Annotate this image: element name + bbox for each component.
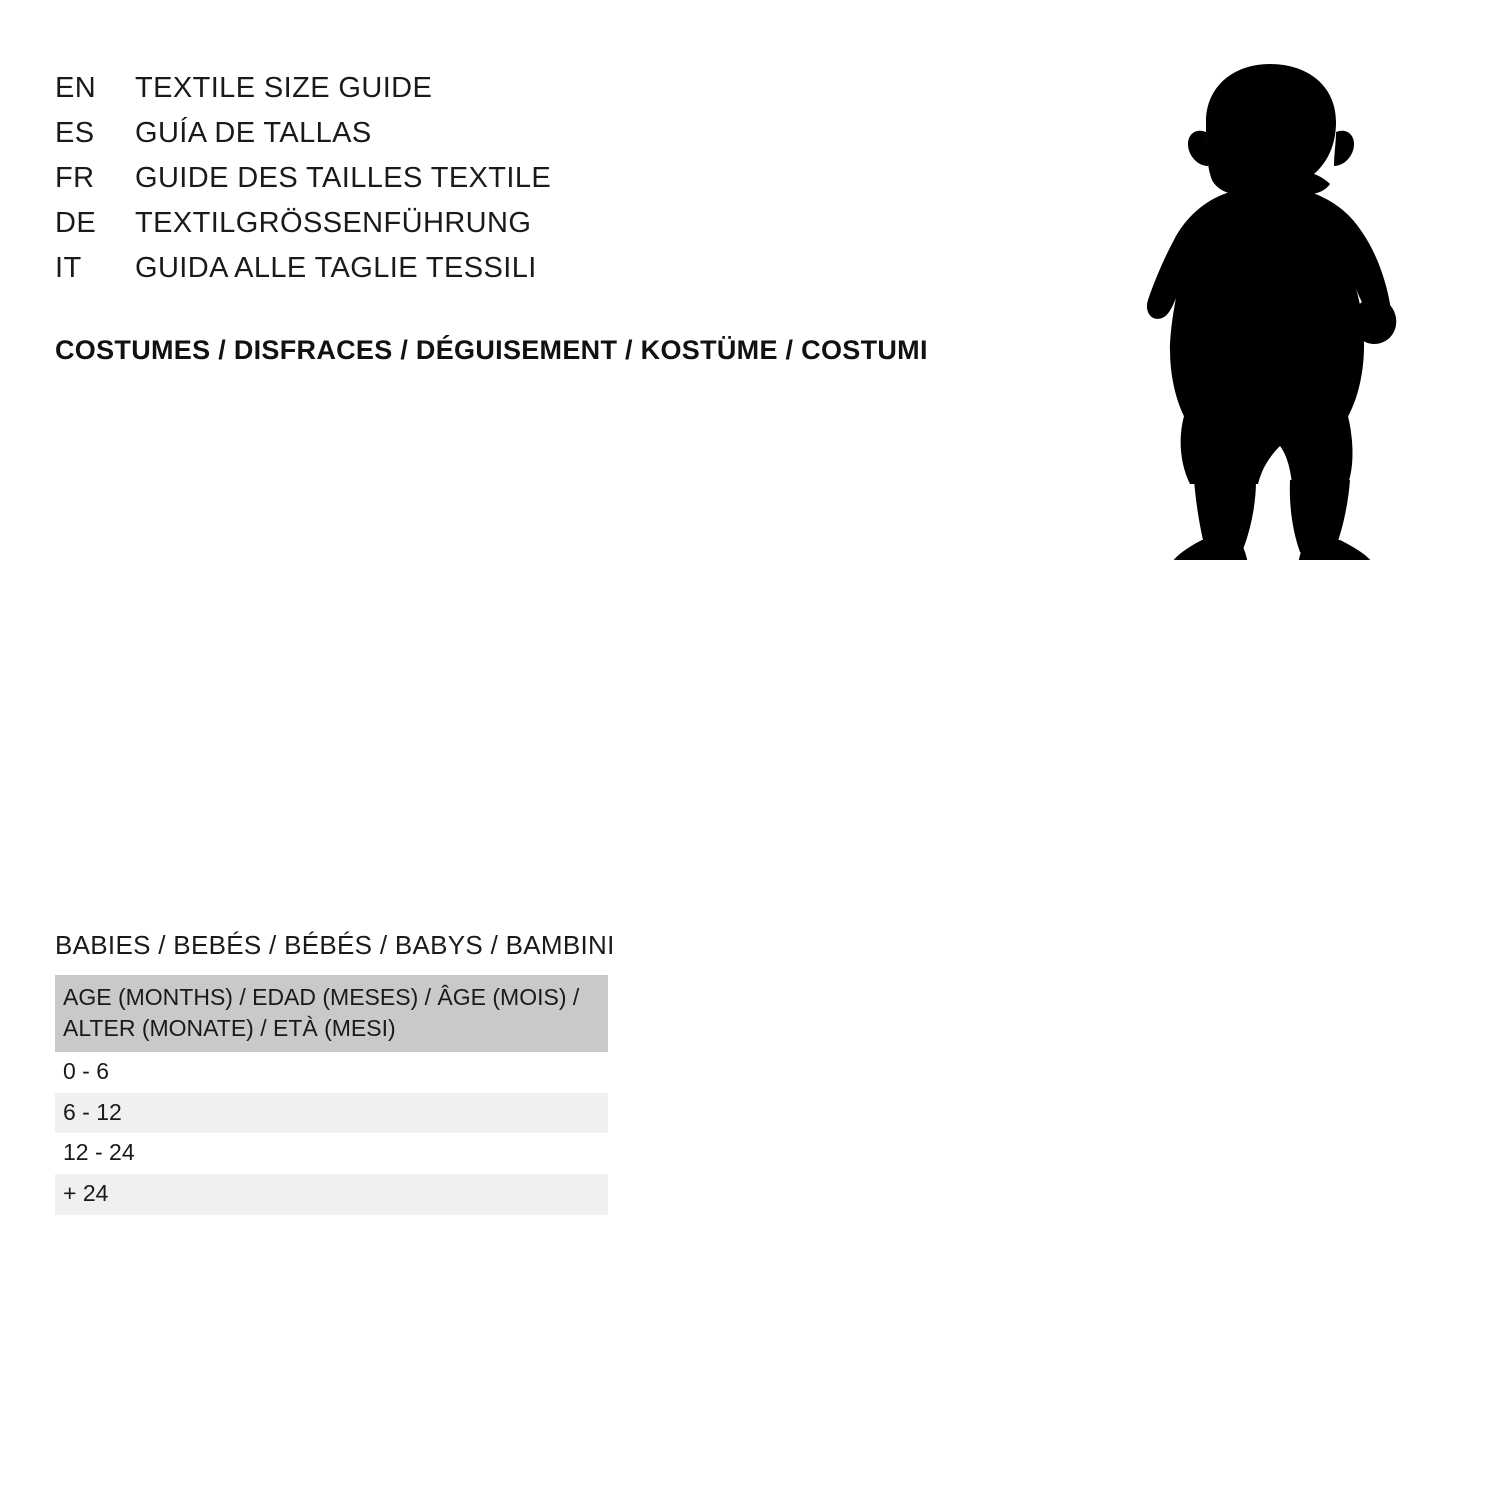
size-table [55, 975, 608, 1215]
table-row [55, 1052, 608, 1093]
baby-silhouette-icon [1110, 60, 1440, 560]
table-row [55, 1093, 608, 1134]
language-code: EN [55, 72, 97, 104]
language-row-de [55, 207, 551, 252]
language-text: GUÍA DE TALLAS [135, 117, 372, 149]
table-cell-age: + 24 [55, 1174, 608, 1215]
table-row [55, 1174, 608, 1215]
language-code: FR [55, 162, 95, 194]
table-header-age: AGE (MONTHS) / EDAD (MESES) / ÂGE (MOIS) / ALTER (MONATE) / ETÀ (MESI) [55, 975, 608, 1052]
size-table-section [55, 930, 615, 1215]
language-code: DE [55, 207, 97, 239]
table-row [55, 1133, 608, 1174]
language-row-it [55, 252, 551, 297]
table-caption: BABIES / BEBÉS / BÉBÉS / BABYS / BAMBINI [55, 930, 615, 960]
language-row-en [55, 72, 551, 117]
table-header-row [55, 975, 608, 1052]
language-code: ES [55, 117, 95, 149]
language-code: IT [55, 252, 82, 284]
language-row-fr [55, 162, 551, 207]
language-text: TEXTILGRÖSSENFÜHRUNG [135, 207, 532, 239]
language-row-es [55, 117, 551, 162]
language-text: TEXTILE SIZE GUIDE [135, 72, 433, 104]
language-text: GUIDE DES TAILLES TEXTILE [135, 162, 552, 194]
language-list [55, 72, 551, 297]
language-text: GUIDA ALLE TAGLIE TESSILI [135, 252, 537, 284]
table-cell-age: 0 - 6 [55, 1052, 608, 1093]
table-cell-age: 6 - 12 [55, 1093, 608, 1134]
category-title: COSTUMES / DISFRACES / DÉGUISEMENT / KOSTÜME / COSTUMI [55, 335, 928, 365]
table-cell-age: 12 - 24 [55, 1133, 608, 1174]
